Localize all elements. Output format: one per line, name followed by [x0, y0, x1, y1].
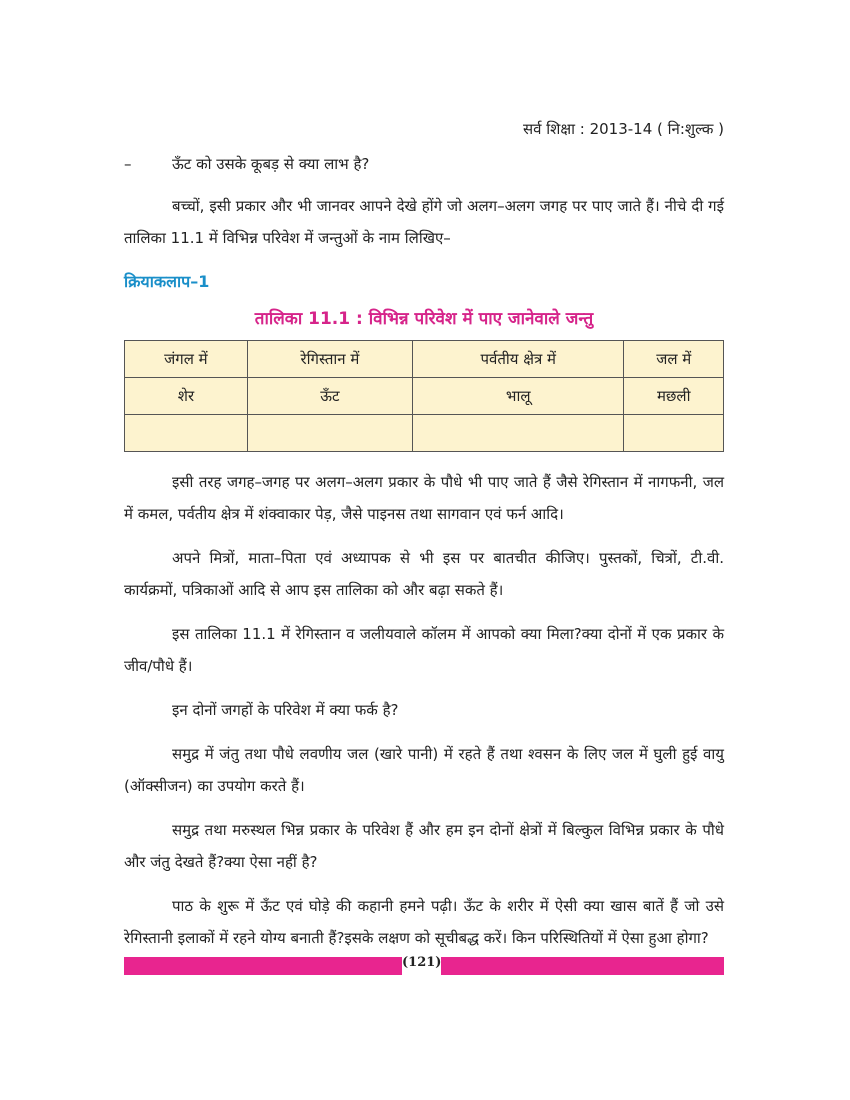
question-text: ऊँट को उसके कूबड़ से क्या लाभ है? — [172, 155, 370, 173]
footer-bar-left — [124, 957, 402, 975]
header-desert: रेगिस्तान में — [247, 341, 412, 378]
header-forest: जंगल में — [125, 341, 248, 378]
paragraph-discussion: अपने मित्रों, माता–पिता एवं अध्यापक से भी इस पर बातचीत कीजिए। पुस्तकों, चित्रों, टी.वी. कार्यक्रमों, पत्रिकाओं आदि से आप इस तालिका को और बढ़ा सकते हैं। — [124, 549, 724, 599]
table-cell: मछली — [624, 378, 724, 415]
table-row — [125, 378, 724, 415]
page-header: सर्व शिक्षा : 2013-14 ( नि:शुल्क ) — [523, 120, 724, 138]
table-cell-empty — [125, 415, 248, 452]
page-content — [124, 148, 724, 954]
activity-title: क्रियाकलाप–1 — [124, 272, 210, 291]
animals-table — [124, 340, 724, 452]
header-water: जल में — [624, 341, 724, 378]
page-number: (121) — [402, 955, 442, 970]
table-cell-empty — [413, 415, 624, 452]
table-cell: शेर — [125, 378, 248, 415]
table-cell-empty — [247, 415, 412, 452]
intro-paragraph: बच्चों, इसी प्रकार और भी जानवर आपने देखे होंगे जो अलग–अलग जगह पर पाए जाते हैं। नीचे दी गई तालिका 11.1 में विभिन्न परिवेश में जन्तुओं के नाम लिखिए– — [124, 197, 724, 247]
paragraph-sea-desert: समुद्र तथा मरुस्थल भिन्न प्रकार के परिवेश हैं और हम इन दोनों क्षेत्रों में बिल्कुल विभिन्न प्रकार के पौधे और जंतु देखते हैं?क्या ऐसा नहीं है? — [124, 821, 724, 871]
paragraph-plants: इसी तरह जगह–जगह पर अलग–अलग प्रकार के पौधे भी पाए जाते हैं जैसे रेगिस्तान में नागफनी, जल में कमल, पर्वतीय क्षेत्र में शंक्वाकार पेड़, जैसे पाइनस तथा सागवान एवं फर्न आदि। — [124, 473, 724, 523]
paragraph-table-question: इस तालिका 11.1 में रेगिस्तान व जलीयवाले कॉलम में आपको क्या मिला?क्या दोनों में एक प्रकार के जीव/पौधे हैं। — [124, 625, 724, 675]
question-line — [124, 148, 724, 180]
footer-bar-right — [441, 957, 724, 975]
paragraph-camel-story: पाठ के शुरू में ऊँट एवं घोड़े की कहानी हमने पढ़ी। ऊँट के शरीर में ऐसी क्या खास बातें हैं जो उसे रेगिस्तानी इलाकों में रहने योग्य बनाती हैं?इसके लक्षण को सूचीबद्ध करें। किन परिस्थितियों में ऐसा हुआ होगा? — [124, 897, 724, 947]
table-cell: ऊँट — [247, 378, 412, 415]
paragraph-difference-question: इन दोनों जगहों के परिवेश में क्या फर्क है? — [172, 701, 399, 719]
table-row-empty — [125, 415, 724, 452]
header-mountain: पर्वतीय क्षेत्र में — [413, 341, 624, 378]
table-cell-empty — [624, 415, 724, 452]
table-caption: तालिका 11.1 : विभिन्न परिवेश में पाए जानेवाले जन्तु — [254, 309, 594, 329]
question-dash: – — [124, 155, 132, 173]
table-cell: भालू — [413, 378, 624, 415]
table-header-row — [125, 341, 724, 378]
paragraph-sea: समुद्र में जंतु तथा पौधे लवणीय जल (खारे पानी) में रहते हैं तथा श्वसन के लिए जल में घुली हुई वायु (ऑक्सीजन) का उपयोग करते हैं। — [124, 745, 724, 795]
